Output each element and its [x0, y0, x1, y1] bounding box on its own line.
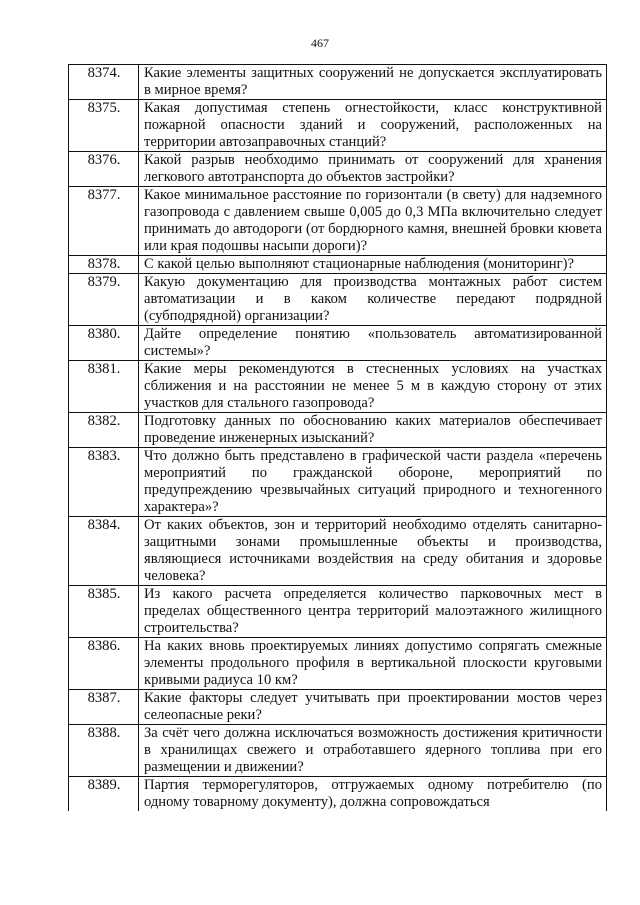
question-text: Какой разрыв необходимо принимать от сооружений для хранения легкового автотранспорта до объектов застройки? — [139, 152, 607, 187]
table-row — [69, 638, 607, 690]
table-row — [69, 256, 607, 274]
question-text: Какие факторы следует учитывать при проектировании мостов через селеопасные реки? — [139, 690, 607, 725]
question-text: Что должно быть представлено в графической части раздела «перечень мероприятий по гражданской обороне, мероприятий по предупреждению чрезвычайных ситуаций природного и техногенного характера»? — [139, 448, 607, 517]
question-number: 8389. — [69, 777, 139, 812]
question-number: 8377. — [69, 187, 139, 256]
question-text: За счёт чего должна исключаться возможность достижения критичности в хранилищах свежего и отработавшего ядерного топлива при его размещении и движении? — [139, 725, 607, 777]
question-text: Из какого расчета определяется количество парковочных мест в пределах общественного центра территорий малоэтажного жилищного строительства? — [139, 586, 607, 638]
questions-table — [68, 64, 607, 811]
table-row — [69, 777, 607, 812]
question-text: Какая допустимая степень огнестойкости, класс конструктивной пожарной опасности зданий и сооружений, расположенных на территории автозаправочных станций? — [139, 100, 607, 152]
question-number: 8375. — [69, 100, 139, 152]
question-text: Какую документацию для производства монтажных работ систем автоматизации и в каком количестве передают подрядной (субподрядной) организации? — [139, 274, 607, 326]
question-text: Дайте определение понятию «пользователь автоматизированной системы»? — [139, 326, 607, 361]
question-number: 8376. — [69, 152, 139, 187]
question-text: От каких объектов, зон и территорий необходимо отделять санитарно-защитными зонами промышленные объекты и производства, являющиеся источниками воздействия на среду обитания и здоровье человека? — [139, 517, 607, 586]
question-number: 8384. — [69, 517, 139, 586]
table-row — [69, 517, 607, 586]
question-text: На каких вновь проектируемых линиях допустимо сопрягать смежные элементы продольного профиля в вертикальной плоскости круговыми кривыми радиуса 10 км? — [139, 638, 607, 690]
table-row — [69, 152, 607, 187]
table-row — [69, 413, 607, 448]
question-text: Подготовку данных по обоснованию каких материалов обеспечивает проведение инженерных изысканий? — [139, 413, 607, 448]
question-number: 8387. — [69, 690, 139, 725]
question-number: 8388. — [69, 725, 139, 777]
question-text: Партия терморегуляторов, отгружаемых одному потребителю (по одному товарному документу), должна сопровождаться — [139, 777, 607, 812]
question-number: 8386. — [69, 638, 139, 690]
page-number: 467 — [311, 36, 329, 50]
table-row — [69, 725, 607, 777]
table-row — [69, 187, 607, 256]
question-text: Какие элементы защитных сооружений не допускается эксплуатировать в мирное время? — [139, 65, 607, 100]
question-number: 8383. — [69, 448, 139, 517]
question-number: 8378. — [69, 256, 139, 274]
question-number: 8374. — [69, 65, 139, 100]
table-row — [69, 690, 607, 725]
question-number: 8381. — [69, 361, 139, 413]
question-number: 8385. — [69, 586, 139, 638]
table-row — [69, 586, 607, 638]
table-row — [69, 100, 607, 152]
table-row — [69, 361, 607, 413]
question-number: 8382. — [69, 413, 139, 448]
question-text: Какое минимальное расстояние по горизонтали (в свету) для надземного газопровода с давлением свыше 0,005 до 0,3 МПа включительно следует принимать до автодороги (от бордюрного камня, внешней бровки кювета или края подошвы насыпи дороги)? — [139, 187, 607, 256]
question-text: С какой целью выполняют стационарные наблюдения (мониторинг)? — [139, 256, 607, 274]
page-bottom-margin — [0, 828, 640, 905]
table-row — [69, 65, 607, 100]
question-number: 8380. — [69, 326, 139, 361]
table-row — [69, 274, 607, 326]
table-row — [69, 448, 607, 517]
question-number: 8379. — [69, 274, 139, 326]
question-text: Какие меры рекомендуются в стесненных условиях на участках сближения и на расстоянии не менее 5 м в каждую сторону от этих участков для стального газопровода? — [139, 361, 607, 413]
table-row — [69, 326, 607, 361]
